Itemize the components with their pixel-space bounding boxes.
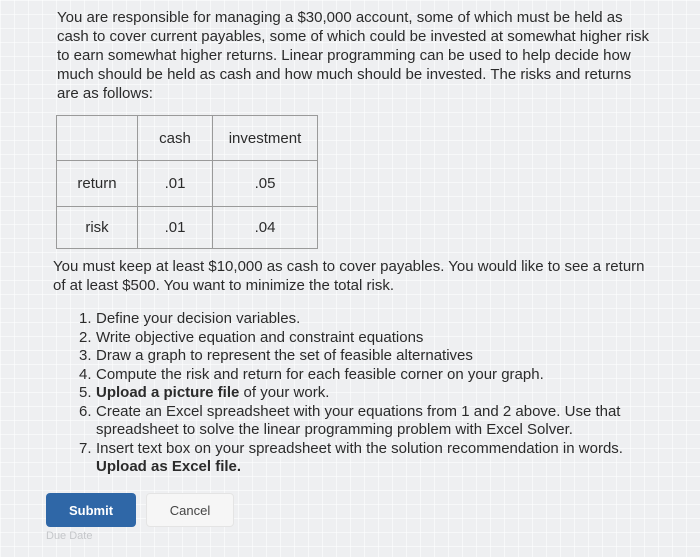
list-number: 4. xyxy=(79,365,92,383)
list-item xyxy=(79,310,659,329)
constraints-paragraph: You must keep at least $10,000 as cash to cover payables. You would like to see a return of at least $500. You want to minimize the total risk. xyxy=(53,258,645,294)
list-item xyxy=(79,403,659,440)
table-cell: .01 xyxy=(138,161,213,207)
intro-paragraph: You are responsible for managing a $30,000 account, some of which must be held as cash to cover current payables, some of which could be invested at somewhat higher risk to earn somewhat higher returns. Linear programming can be used to help decide how much should be held as cash and how much should be invested. The risks and returns are as follows: xyxy=(57,9,649,102)
list-number: 6. xyxy=(79,402,92,420)
list-item-text: Draw a graph to represent the set of feasible alternatives xyxy=(96,347,473,364)
list-item xyxy=(79,384,659,403)
task-list xyxy=(79,310,659,477)
list-item-text: Compute the risk and return for each feasible corner on your graph. xyxy=(96,365,544,383)
table-cell: .04 xyxy=(213,207,318,249)
list-number: 5. xyxy=(79,384,92,401)
list-item-text: of your work. xyxy=(239,384,330,401)
table-header-cell xyxy=(57,116,138,161)
table-cell: .01 xyxy=(138,207,213,249)
risk-return-table xyxy=(56,115,318,249)
list-number: 3. xyxy=(79,347,92,364)
list-item-text: Define your decision variables. xyxy=(96,310,301,327)
table-cell: .05 xyxy=(213,161,318,207)
table-header-row xyxy=(57,116,318,161)
list-item-bold: Upload a picture file xyxy=(96,384,240,401)
table-row xyxy=(57,161,318,207)
table-row-label: risk xyxy=(57,207,138,249)
list-number: 7. xyxy=(79,439,92,457)
submit-button[interactable]: Submit xyxy=(46,493,136,527)
table-row-label: return xyxy=(57,161,138,207)
table-row xyxy=(57,207,318,249)
list-item-bold: Upload as Excel file. xyxy=(96,458,242,475)
list-item-text: Create an Excel spreadsheet with your equations from 1 and 2 above. Use that spreadsheet to solve the linear programming problem with Excel Solver. xyxy=(96,402,621,438)
list-item xyxy=(79,347,659,366)
list-item-text: Write objective equation and constraint equations xyxy=(96,328,424,346)
table-header-cell: cash xyxy=(138,116,213,161)
list-number: 2. xyxy=(79,328,92,346)
list-item xyxy=(79,329,659,348)
list-item-text: Insert text box on your spreadsheet with the solution recommendation in words. xyxy=(96,439,623,457)
table-header-cell: investment xyxy=(213,116,318,161)
list-item xyxy=(79,440,659,477)
due-date-label: Due Date xyxy=(46,530,93,542)
list-item xyxy=(79,366,659,385)
cancel-button[interactable]: Cancel xyxy=(146,493,234,527)
list-number: 1. xyxy=(79,310,92,327)
